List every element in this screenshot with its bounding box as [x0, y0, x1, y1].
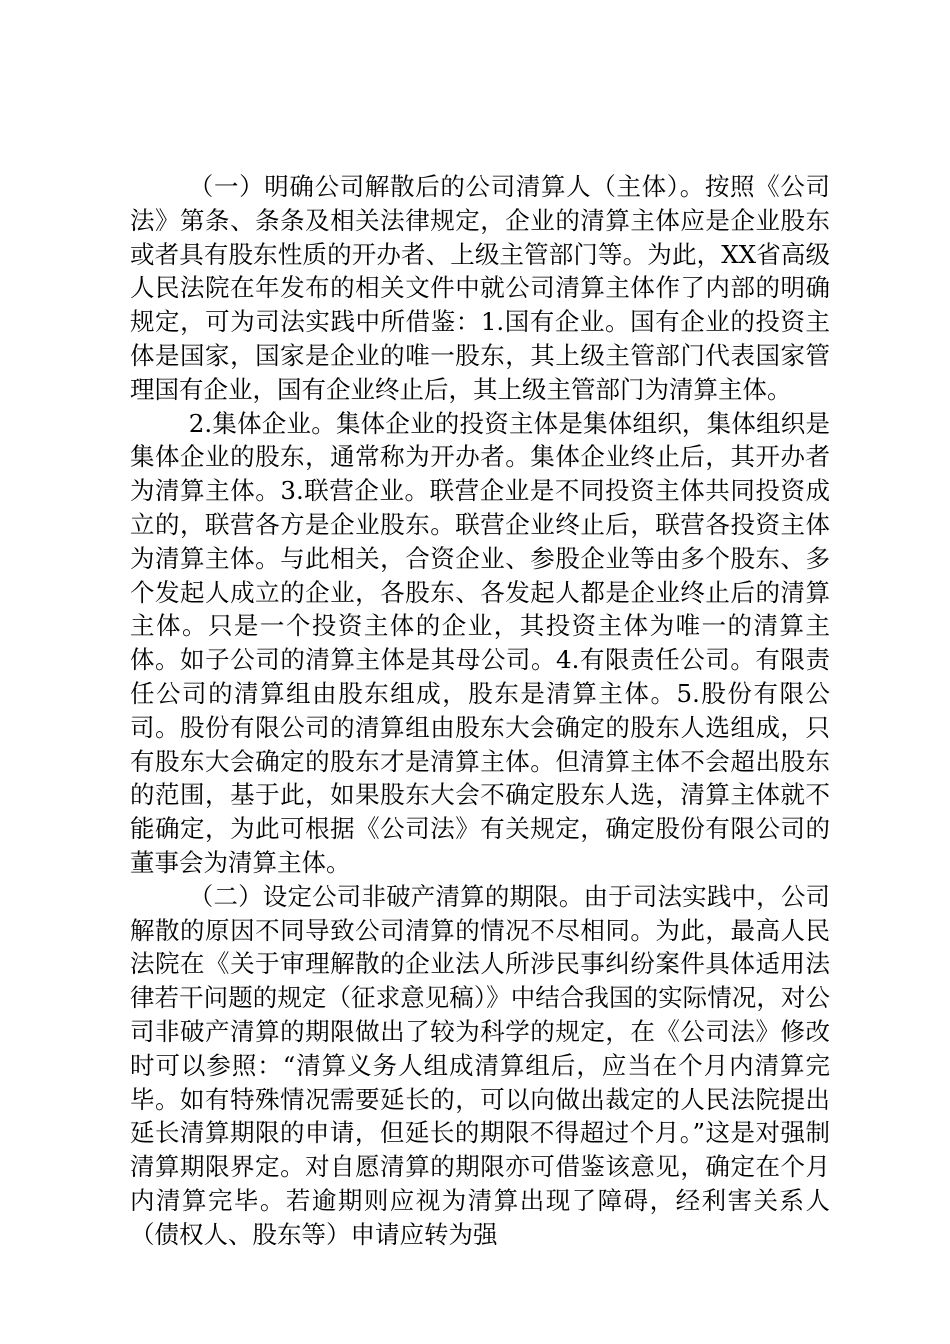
- paragraph-liquidator-subject: （一）明确公司解散后的公司清算人（主体）。按照《公司法》第条、条条及相关法律规定，企业的清算主体应是企业股东或者具有股东性质的开办者、上级主管部门等。为此，XX省高级人民法院在年发布的相关文件中就公司清算主体作了内部的明确规定，可为司法实践中所借鉴：1.国有企业。国有企业的投资主体是国家，国家是企业的唯一股东，其上级主管部门代表国家管理国有企业，国有企业终止后，其上级主管部门为清算主体。: [130, 172, 830, 404]
- paragraph-enterprise-types: 2.集体企业。集体企业的投资主体是集体组织，集体组织是集体企业的股东，通常称为开办者。集体企业终止后，其开办者为清算主体。3.联营企业。联营企业是不同投资主体共同投资成立的，联营各方是企业股东。联营企业终止后，联营各投资主体为清算主体。与此相关，合资企业、参股企业等由多个股东、多个发起人成立的企业，各股东、各发起人都是企业终止后的清算主体。只是一个投资主体的企业，其投资主体为唯一的清算主体。如子公司的清算主体是其母公司。4.有限责任公司。有限责任公司的清算组由股东组成，股东是清算主体。5.股份有限公司。股份有限公司的清算组由股东大会确定的股东人选组成，只有股东大会确定的股东才是清算主体。但清算主体不会超出股东的范围，基于此，如果股东大会不确定股东人选，清算主体就不能确定，为此可根据《公司法》有关规定，确定股份有限公司的董事会为清算主体。: [130, 408, 830, 877]
- document-body: [130, 170, 830, 1252]
- paragraph-liquidation-period: （二）设定公司非破产清算的期限。由于司法实践中，公司解散的原因不同导致公司清算的情况不尽相同。为此，最高人民法院在《关于审理解散的企业法人所涉民事纠纷案件具体适用法律若干问题的规定（征求意见稿）》中结合我国的实际情况，对公司非破产清算的期限做出了较为科学的规定，在《公司法》修改时可以参照：“清算义务人组成清算组后，应当在个月内清算完毕。如有特殊情况需要延长的，可以向做出裁定的人民法院提出延长清算期限的申请，但延长的期限不得超过个月。”这是对强制清算期限界定。对自愿清算的期限亦可借鉴该意见，确定在个月内清算完毕。若逾期则应视为清算出现了障碍，经利害关系人（债权人、股东等）申请应转为强: [130, 881, 830, 1249]
